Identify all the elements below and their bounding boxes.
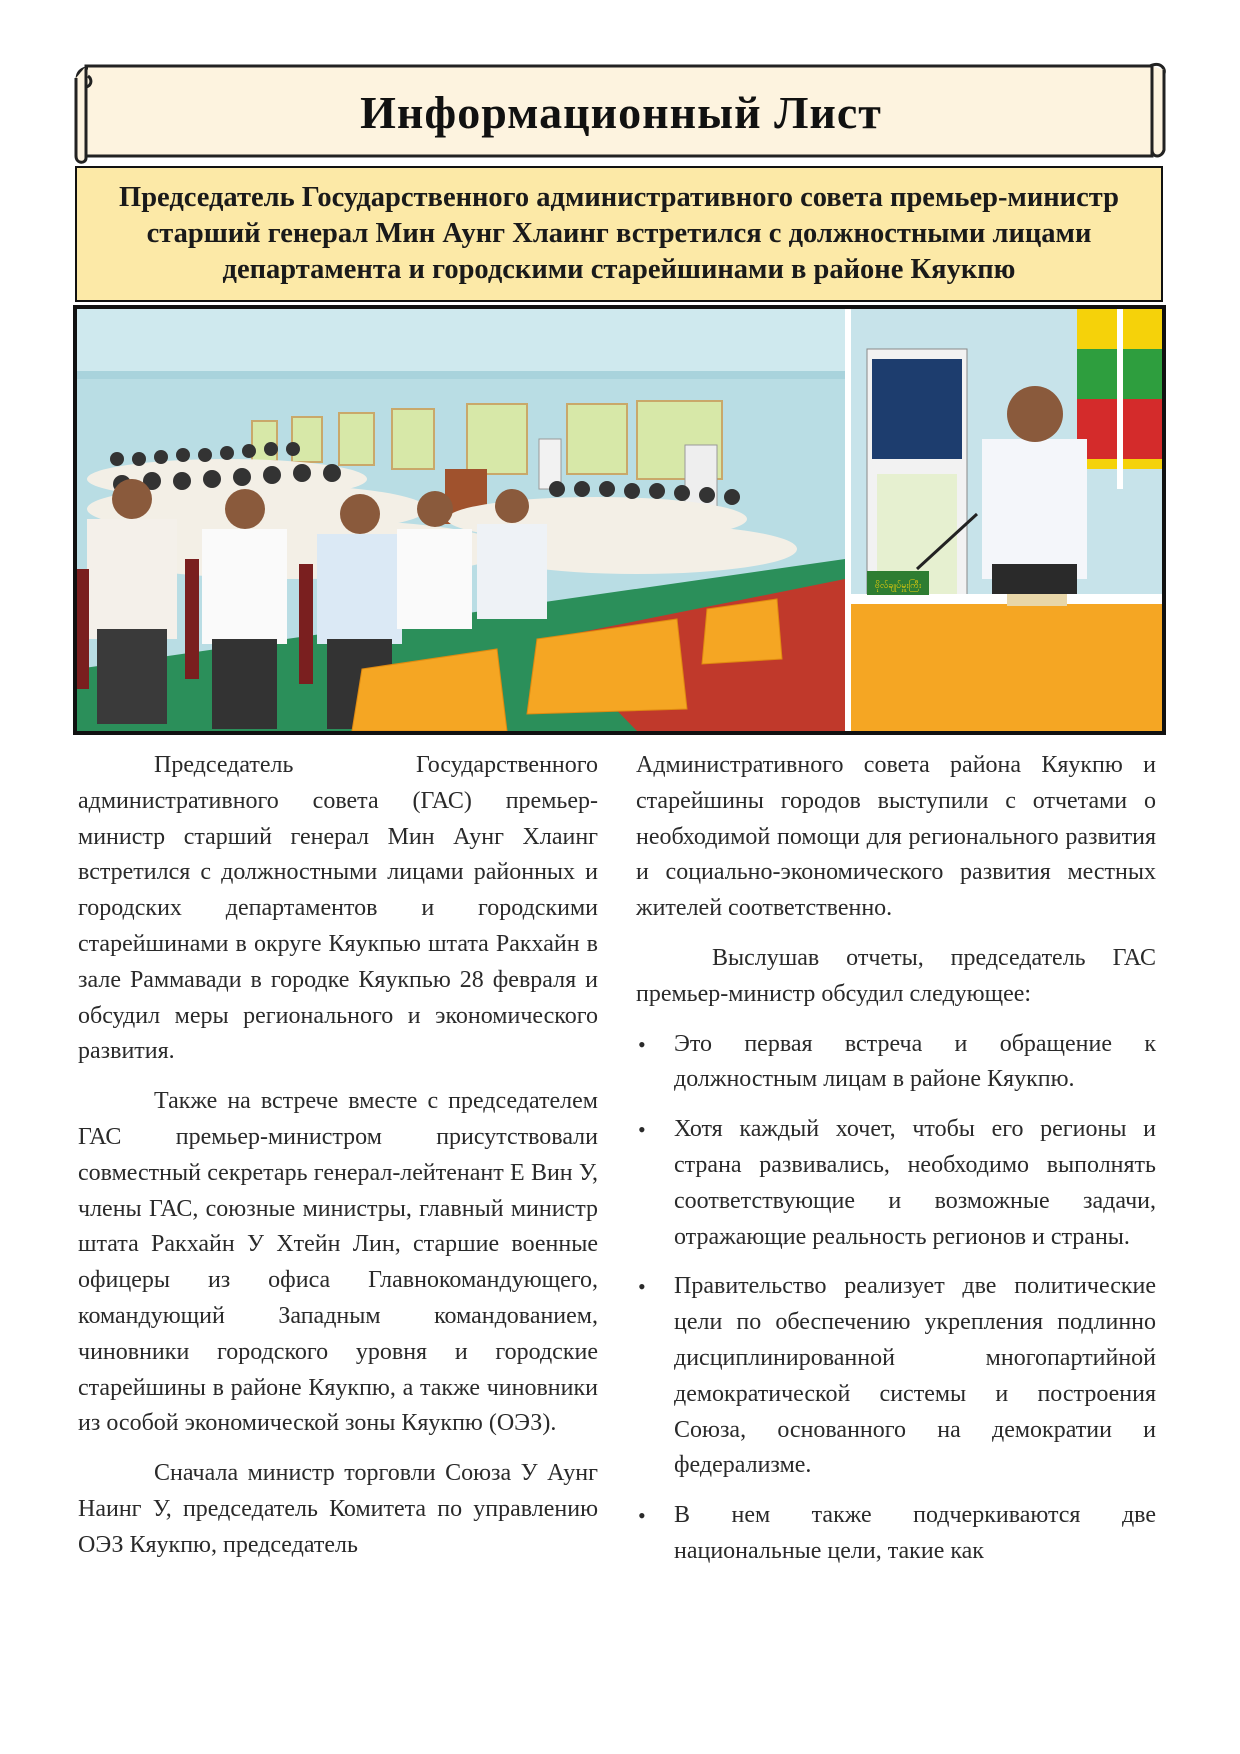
bullet-icon: • xyxy=(638,1274,646,1300)
bullet-icon: • xyxy=(638,1031,646,1057)
speaker-name-plate: ဗိုလ်ချုပ်မှူးကြီး xyxy=(874,581,922,591)
title-scroll-banner xyxy=(72,60,1170,164)
page-title: Информационный Лист xyxy=(360,87,882,138)
bullet-icon: • xyxy=(638,1503,646,1529)
headline-text: Председатель Государственного административного совета премьер-министр старший генерал Мин Аунг Хлаинг встретился с должностными лицами департамента и городскими старейшинами в районе Кяукпю xyxy=(119,182,1119,285)
list-item xyxy=(636,1027,1156,1099)
bullet-icon: • xyxy=(638,1117,646,1143)
discussion-bullet-list xyxy=(636,1027,1156,1570)
headline-box xyxy=(75,166,1163,302)
left-paragraph-3: Сначала министр торговли Союза У Аунг Наинг У, председатель Комитета по управлению ОЭЗ Кяукпю, председатель xyxy=(78,1460,598,1558)
speaker-photo xyxy=(851,309,1162,731)
bullet-text: Правительство реализует две политические цели по обеспечению укрепления подлинно дисциплинированной многопартийной демократической системы и построения Союза, основанного на демократии и федерализме. xyxy=(674,1273,1156,1479)
meeting-photo xyxy=(73,305,1166,735)
right-intro-paragraph: Выслушав отчеты, председатель ГАС премьер-министр обсудил следующее: xyxy=(636,944,1156,1007)
right-continuation-paragraph: Административного совета района Кяукпю и старейшины городов выступили с отчетами о необходимой помощи для регионального развития и социально-экономического развития местных жителей соответственно. xyxy=(636,752,1156,922)
bullet-text: В нем также подчеркиваются две национальные цели, такие как xyxy=(674,1502,1156,1564)
list-item xyxy=(636,1112,1156,1255)
meeting-photo-illustration xyxy=(77,309,1162,731)
bullet-text: Хотя каждый хочет, чтобы его регионы и страна развивались, необходимо выполнять соответствующие и возможные задачи, отражающие реальность регионов и страны. xyxy=(674,1116,1156,1250)
left-column xyxy=(78,748,598,1578)
list-item xyxy=(636,1269,1156,1484)
right-column xyxy=(636,748,1156,1584)
left-paragraph-2: Также на встрече вместе с председателем ГАС премьер-министром присутствовали совместный секретарь генерал-лейтенант Е Вин У, члены ГАС, союзные министры, главный министр штата Ракхайн У Хтейн Лин, старшие военные офицеры из офиса Главнокомандующего, командующий Западным командованием, чиновники городского уровня и городские старейшины в районе Кяукпю, а также чиновники из особой экономической зоны Кяукпю (ОЭЗ). xyxy=(78,1088,598,1437)
left-paragraph-1: Председатель Государственного административного совета (ГАС) премьер-министр старший генерал Мин Аунг Хлаинг встретился с должностными лицами районных и городских департаментов и городскими старейшинами в округе Кяукпью штата Ракхайн в зале Раммавади в городке Кяукпью 28 февраля и обсудил меры регионального и экономического развития. xyxy=(78,752,598,1065)
list-item xyxy=(636,1498,1156,1570)
bullet-text: Это первая встреча и обращение к должностным лицам в районе Кяукпю. xyxy=(674,1030,1156,1093)
hall-photo xyxy=(77,309,845,731)
